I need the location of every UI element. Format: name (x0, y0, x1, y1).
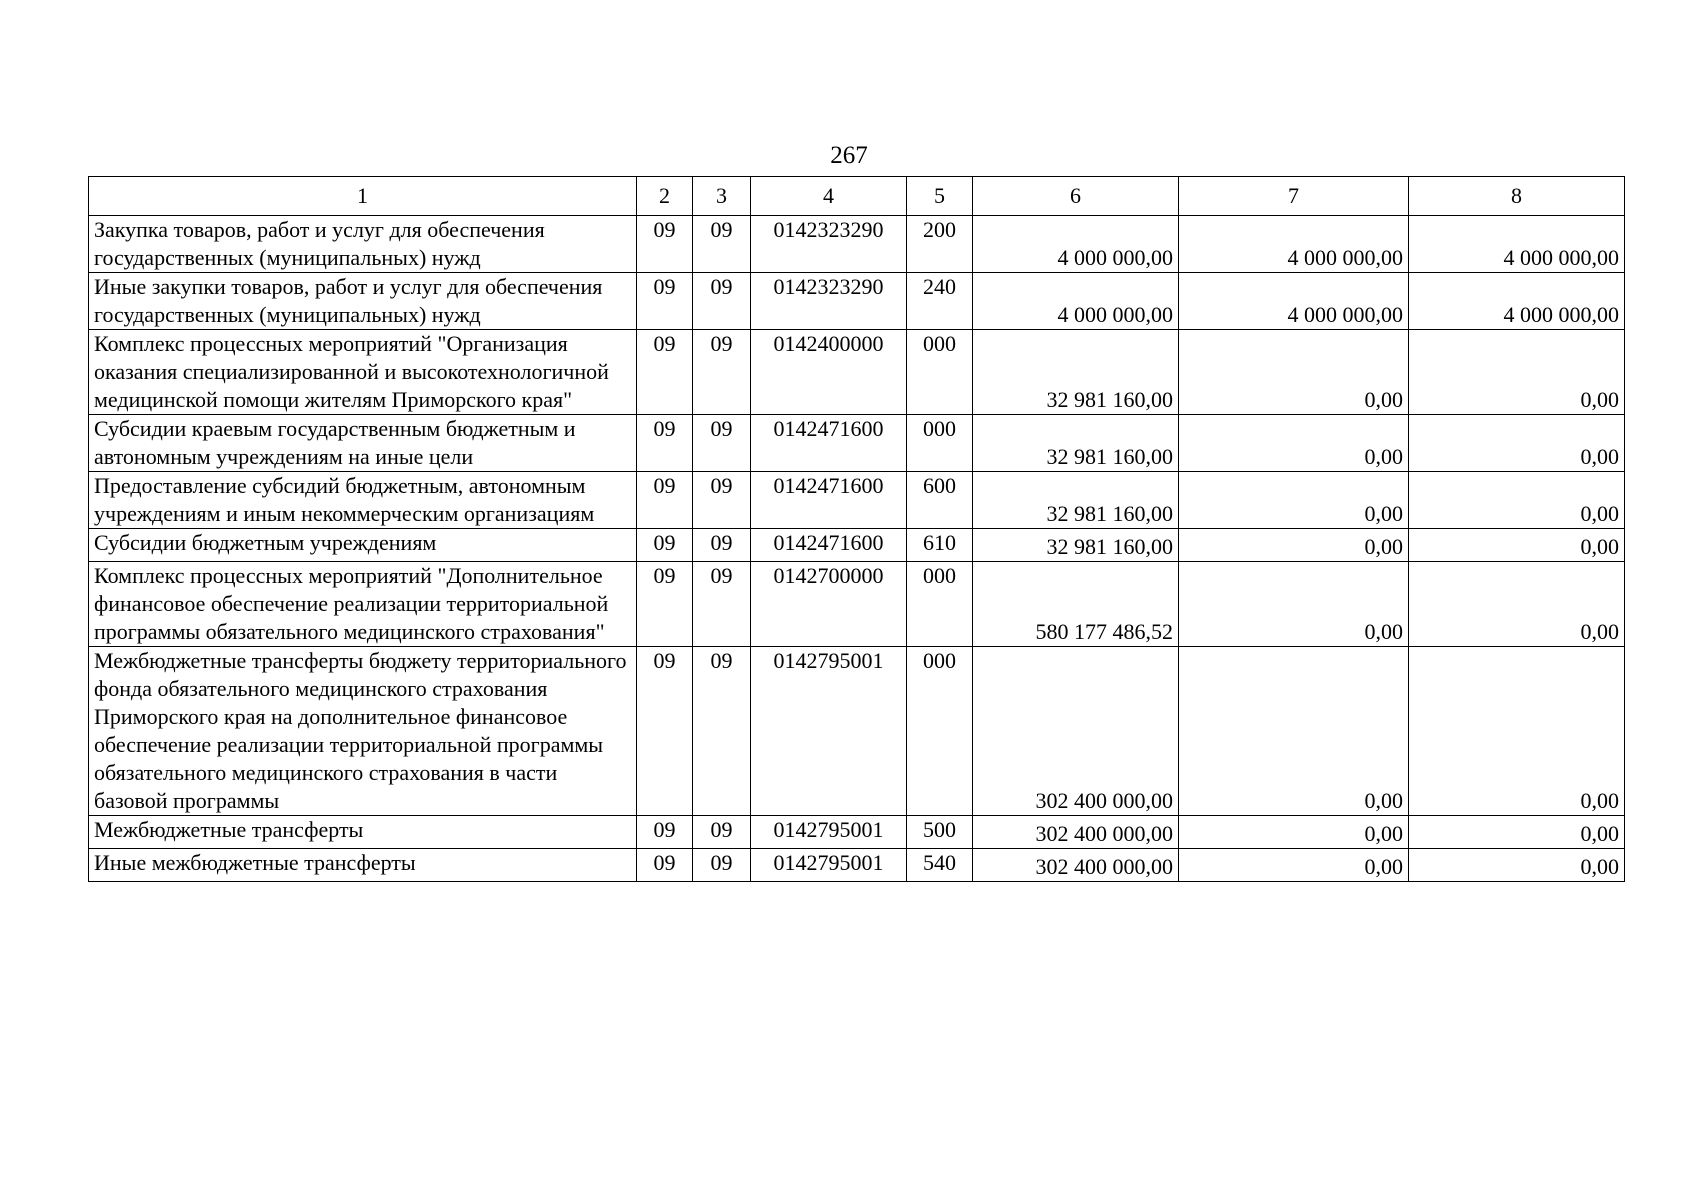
table-body (89, 177, 1625, 882)
column-header-7: 7 (1179, 177, 1409, 216)
subsection-code-cell: 09 (693, 849, 751, 882)
table-row (89, 849, 1625, 882)
expense-type-code-cell: 000 (907, 647, 973, 816)
row-name-cell: Иные закупки товаров, работ и услуг для обеспечения государственных (муниципальных) нужд (89, 273, 637, 330)
subsection-code-cell: 09 (693, 330, 751, 415)
amount-col8-cell: 0,00 (1409, 647, 1625, 816)
amount-col6-cell: 302 400 000,00 (973, 849, 1179, 882)
target-article-code-cell: 0142795001 (751, 647, 907, 816)
table-row (89, 273, 1625, 330)
subsection-code-cell: 09 (693, 816, 751, 849)
amount-col8-cell: 0,00 (1409, 529, 1625, 562)
expense-type-code-cell: 600 (907, 472, 973, 529)
row-name-cell: Субсидии краевым государственным бюджетным и автономным учреждениям на иные цели (89, 415, 637, 472)
subsection-code-cell: 09 (693, 529, 751, 562)
expense-type-code-cell: 000 (907, 415, 973, 472)
section-code-cell: 09 (637, 415, 693, 472)
target-article-code-cell: 0142323290 (751, 216, 907, 273)
amount-col7-cell: 0,00 (1179, 330, 1409, 415)
section-code-cell: 09 (637, 273, 693, 330)
target-article-code-cell: 0142323290 (751, 273, 907, 330)
expense-type-code-cell: 000 (907, 562, 973, 647)
column-header-3: 3 (693, 177, 751, 216)
table-row (89, 562, 1625, 647)
row-name-cell: Межбюджетные трансферты бюджету территориального фонда обязательного медицинского страхования Приморского края на дополнительное финансовое обеспечение реализации территориальной программы обязательного медицинского страхования в части базовой программы (89, 647, 637, 816)
page-number: 267 (830, 142, 868, 169)
table-row (89, 216, 1625, 273)
section-code-cell: 09 (637, 216, 693, 273)
budget-table (88, 176, 1625, 882)
target-article-code-cell: 0142471600 (751, 415, 907, 472)
table-row (89, 415, 1625, 472)
target-article-code-cell: 0142400000 (751, 330, 907, 415)
amount-col7-cell: 0,00 (1179, 415, 1409, 472)
target-article-code-cell: 0142795001 (751, 849, 907, 882)
expense-type-code-cell: 500 (907, 816, 973, 849)
section-code-cell: 09 (637, 816, 693, 849)
subsection-code-cell: 09 (693, 562, 751, 647)
amount-col7-cell: 0,00 (1179, 529, 1409, 562)
amount-col8-cell: 0,00 (1409, 415, 1625, 472)
subsection-code-cell: 09 (693, 273, 751, 330)
column-header-8: 8 (1409, 177, 1625, 216)
row-name-cell: Комплекс процессных мероприятий "Дополнительное финансовое обеспечение реализации территориальной программы обязательного медицинского страхования" (89, 562, 637, 647)
amount-col7-cell: 4 000 000,00 (1179, 273, 1409, 330)
subsection-code-cell: 09 (693, 415, 751, 472)
amount-col7-cell: 0,00 (1179, 849, 1409, 882)
table-row (89, 472, 1625, 529)
subsection-code-cell: 09 (693, 472, 751, 529)
amount-col6-cell: 302 400 000,00 (973, 647, 1179, 816)
expense-type-code-cell: 000 (907, 330, 973, 415)
target-article-code-cell: 0142471600 (751, 472, 907, 529)
section-code-cell: 09 (637, 472, 693, 529)
amount-col8-cell: 0,00 (1409, 849, 1625, 882)
expense-type-code-cell: 540 (907, 849, 973, 882)
amount-col7-cell: 0,00 (1179, 647, 1409, 816)
expense-type-code-cell: 240 (907, 273, 973, 330)
amount-col6-cell: 32 981 160,00 (973, 330, 1179, 415)
section-code-cell: 09 (637, 529, 693, 562)
amount-col6-cell: 32 981 160,00 (973, 472, 1179, 529)
table-row (89, 330, 1625, 415)
column-number-row (89, 177, 1625, 216)
column-header-4: 4 (751, 177, 907, 216)
subsection-code-cell: 09 (693, 216, 751, 273)
amount-col6-cell: 580 177 486,52 (973, 562, 1179, 647)
row-name-cell: Предоставление субсидий бюджетным, автономным учреждениям и иным некоммерческим организациям (89, 472, 637, 529)
row-name-cell: Межбюджетные трансферты (89, 816, 637, 849)
target-article-code-cell: 0142700000 (751, 562, 907, 647)
section-code-cell: 09 (637, 330, 693, 415)
subsection-code-cell: 09 (693, 647, 751, 816)
amount-col7-cell: 0,00 (1179, 562, 1409, 647)
table-row (89, 816, 1625, 849)
amount-col8-cell: 0,00 (1409, 330, 1625, 415)
expense-type-code-cell: 200 (907, 216, 973, 273)
amount-col7-cell: 4 000 000,00 (1179, 216, 1409, 273)
amount-col6-cell: 32 981 160,00 (973, 415, 1179, 472)
amount-col8-cell: 0,00 (1409, 816, 1625, 849)
target-article-code-cell: 0142471600 (751, 529, 907, 562)
amount-col7-cell: 0,00 (1179, 472, 1409, 529)
section-code-cell: 09 (637, 562, 693, 647)
column-header-2: 2 (637, 177, 693, 216)
column-header-6: 6 (973, 177, 1179, 216)
amount-col8-cell: 0,00 (1409, 562, 1625, 647)
section-code-cell: 09 (637, 849, 693, 882)
column-header-5: 5 (907, 177, 973, 216)
row-name-cell: Иные межбюджетные трансферты (89, 849, 637, 882)
amount-col6-cell: 4 000 000,00 (973, 216, 1179, 273)
column-header-1: 1 (89, 177, 637, 216)
row-name-cell: Закупка товаров, работ и услуг для обеспечения государственных (муниципальных) нужд (89, 216, 637, 273)
table-row (89, 647, 1625, 816)
table-row (89, 529, 1625, 562)
row-name-cell: Комплекс процессных мероприятий "Организация оказания специализированной и высокотехнологичной медицинской помощи жителям Приморского края" (89, 330, 637, 415)
amount-col6-cell: 302 400 000,00 (973, 816, 1179, 849)
target-article-code-cell: 0142795001 (751, 816, 907, 849)
amount-col8-cell: 4 000 000,00 (1409, 216, 1625, 273)
amount-col6-cell: 4 000 000,00 (973, 273, 1179, 330)
amount-col7-cell: 0,00 (1179, 816, 1409, 849)
amount-col8-cell: 4 000 000,00 (1409, 273, 1625, 330)
amount-col8-cell: 0,00 (1409, 472, 1625, 529)
expense-type-code-cell: 610 (907, 529, 973, 562)
amount-col6-cell: 32 981 160,00 (973, 529, 1179, 562)
section-code-cell: 09 (637, 647, 693, 816)
row-name-cell: Субсидии бюджетным учреждениям (89, 529, 637, 562)
